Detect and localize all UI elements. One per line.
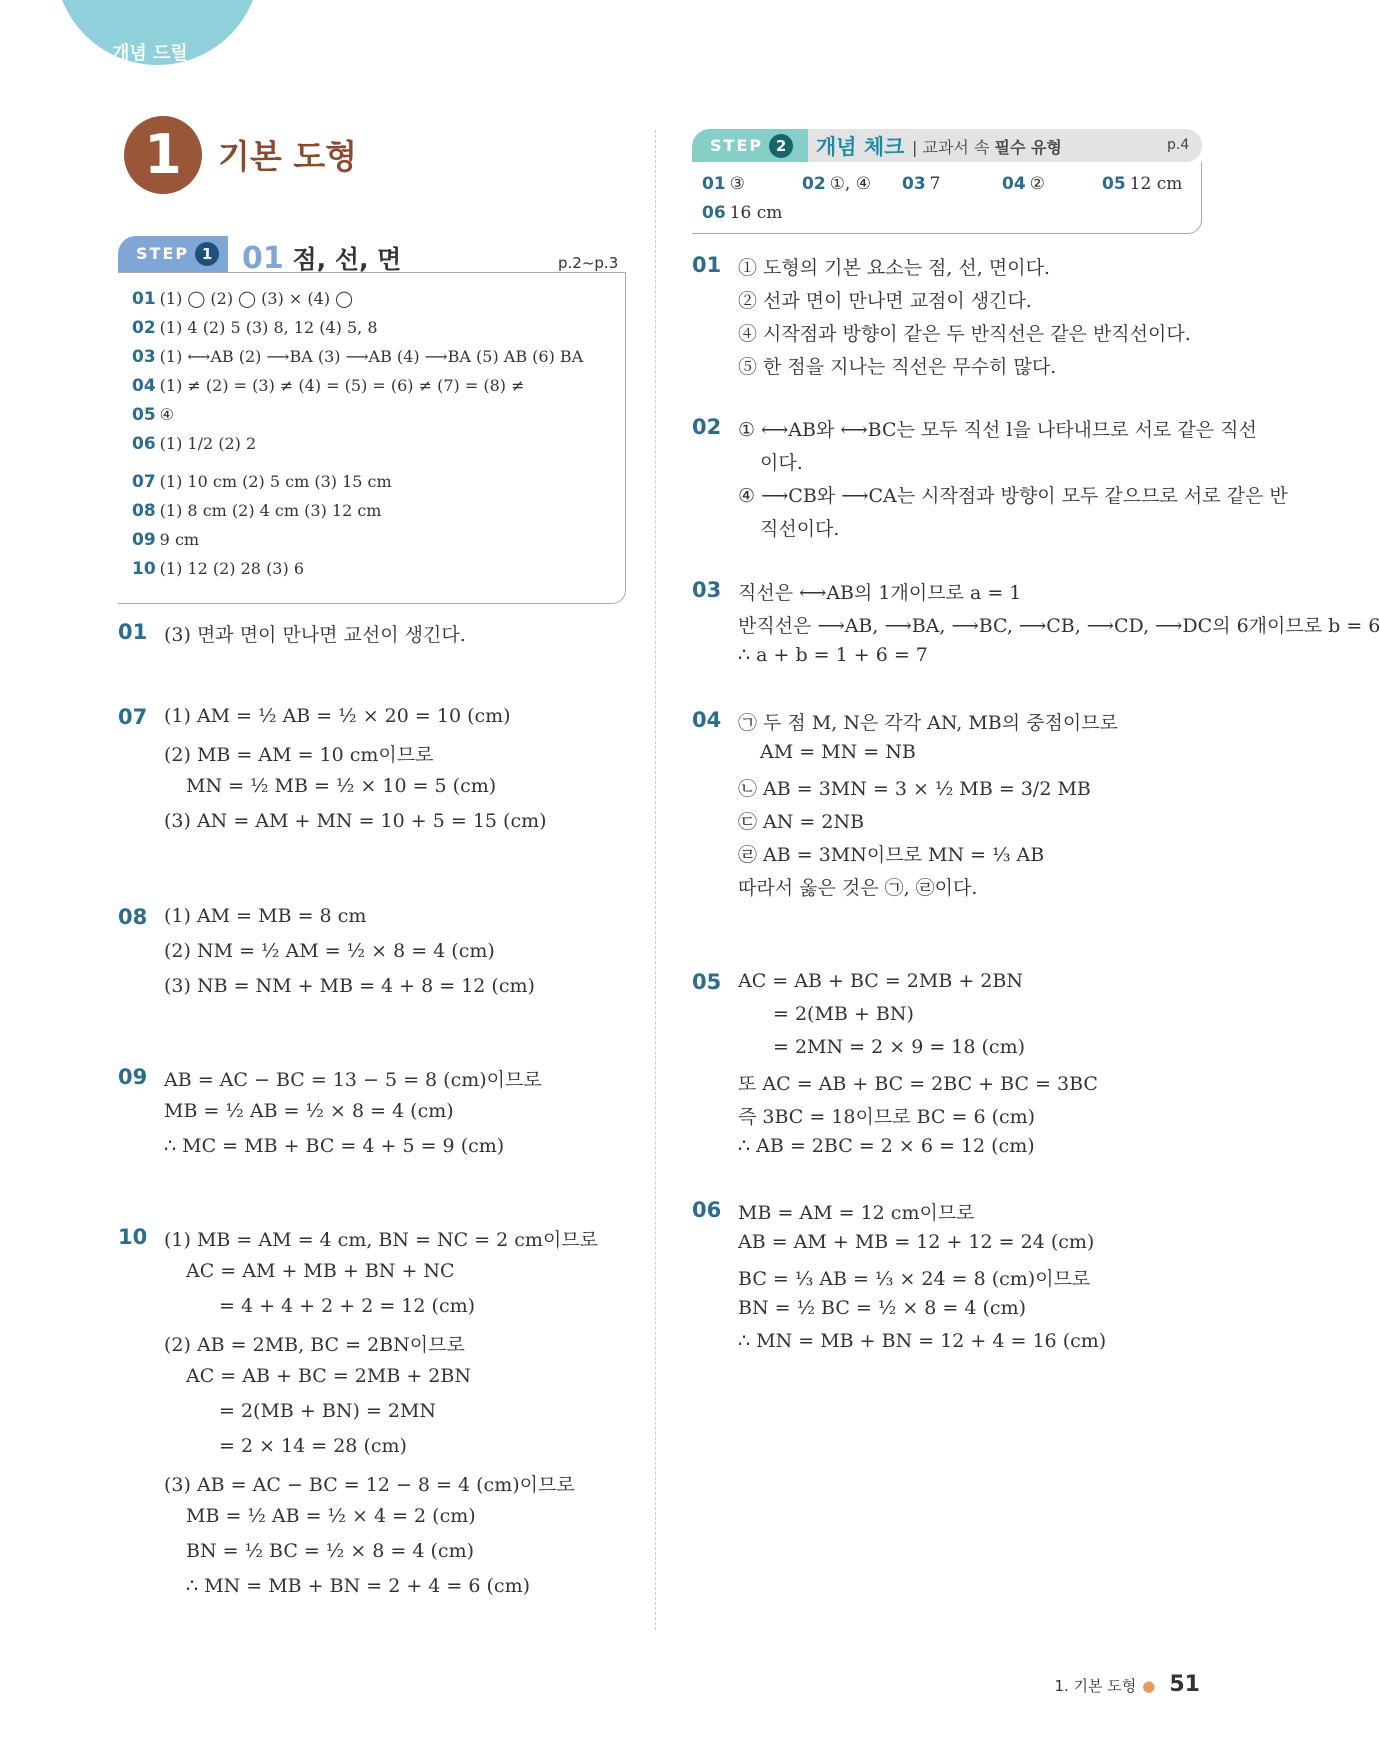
step1-answer-list [132, 284, 583, 583]
solution-line: ㉡ AB = 3MN = 3 × ½ MB = 3/2 MB [738, 778, 1091, 800]
solution-line: = 2MN = 2 × 9 = 18 (cm) [773, 1036, 1026, 1058]
step2-subtitle-a: 교과서 속 [922, 138, 995, 157]
solution-line: ∴ AB = 2BC = 2 × 6 = 12 (cm) [738, 1135, 1035, 1157]
solution-line: AC = AM + MB + BN + NC [186, 1260, 455, 1282]
page-number: 51 [1169, 1672, 1200, 1697]
answer-text: (1) ◯ (2) ◯ (3) × (4) ◯ [159, 289, 354, 308]
answer-text: (1) 4 (2) 5 (3) 8, 12 (4) 5, 8 [159, 318, 378, 337]
answer-text: (1) 12 (2) 28 (3) 6 [159, 559, 304, 578]
answer-text: ④ [159, 405, 175, 424]
answer-text: (1) 10 cm (2) 5 cm (3) 15 cm [159, 472, 392, 491]
solution-line: ∴ a + b = 1 + 6 = 7 [738, 644, 928, 666]
solution-line: (3) NB = NM + MB = 4 + 8 = 12 (cm) [164, 975, 535, 997]
solution-line: MB = ½ AB = ½ × 8 = 4 (cm) [164, 1100, 454, 1122]
solution-line: MB = ½ AB = ½ × 4 = 2 (cm) [186, 1505, 476, 1527]
solution-line: AB = AC − BC = 13 − 5 = 8 (cm)이므로 [164, 1069, 542, 1091]
solution-line: AC = AB + BC = 2MB + 2BN [186, 1365, 471, 1387]
solution-line: ④ 시작점과 방향이 같은 두 반직선은 같은 반직선이다. [738, 323, 1191, 345]
solution-line: BN = ½ BC = ½ × 8 = 4 (cm) [186, 1540, 475, 1562]
problem-number: 02 [692, 415, 722, 439]
solution-line: AC = AB + BC = 2MB + 2BN [738, 970, 1023, 992]
answer-text: (1) 1/2 (2) 2 [159, 434, 257, 453]
solution-line: (3) AB = AC − BC = 12 − 8 = 4 (cm)이므로 [164, 1474, 575, 1496]
answer-number: 02 [132, 318, 156, 338]
solution-line: 따라서 옳은 것은 ㉠, ㉣이다. [738, 877, 978, 899]
answer-number: 01 [132, 289, 156, 309]
solution-line: = 2 × 14 = 28 (cm) [219, 1435, 407, 1457]
problem-number: 01 [692, 253, 722, 277]
answer-row [132, 525, 583, 554]
problem-number: 01 [118, 620, 148, 644]
section-tag: 개념 드릴 [112, 43, 188, 64]
step2-label: STEP [710, 136, 764, 155]
solution-line: BN = ½ BC = ½ × 8 = 4 (cm) [738, 1297, 1027, 1319]
answer-text: 7 [929, 174, 941, 194]
answer-cell [702, 199, 782, 228]
problem-number: 10 [118, 1225, 148, 1249]
answer-number: 09 [132, 530, 156, 550]
solution-line: ⑤ 한 점을 지나는 직선은 무수히 많다. [738, 356, 1057, 378]
solution-line: AM = MN = NB [760, 741, 916, 763]
solution-line: BC = ⅓ AB = ⅓ × 24 = 8 (cm)이므로 [738, 1268, 1091, 1290]
solution-line: (1) AM = ½ AB = ½ × 20 = 10 (cm) [164, 705, 511, 727]
answer-number: 04 [1002, 174, 1026, 194]
step1-badge [118, 236, 228, 272]
solution-line: ∴ MC = MB + BC = 4 + 5 = 9 (cm) [164, 1135, 505, 1157]
answer-text: (1) ⟷AB (2) ⟶BA (3) ⟶AB (4) ⟶BA (5) AB (6) BA [159, 347, 584, 366]
problem-number: 03 [692, 578, 722, 602]
answer-row [132, 313, 583, 342]
solution-line: 즉 3BC = 18이므로 BC = 6 (cm) [738, 1106, 1036, 1128]
answer-number: 05 [1102, 174, 1126, 194]
solution-line: = 2(MB + BN) [773, 1003, 914, 1025]
answer-number: 06 [132, 434, 156, 454]
solution-line: ㉠ 두 점 M, N은 각각 AN, MB의 중점이므로 [738, 712, 1118, 734]
solution-line: = 4 + 4 + 2 + 2 = 12 (cm) [219, 1295, 476, 1317]
step1-title [242, 240, 401, 276]
solution-line: AB = AM + MB = 12 + 12 = 24 (cm) [738, 1231, 1095, 1253]
solution-line: ① 도형의 기본 요소는 점, 선, 면이다. [738, 257, 1050, 279]
solution-line: 또 AC = AB + BC = 2BC + BC = 3BC [738, 1073, 1098, 1095]
step1-title-number: 01 [242, 241, 284, 276]
solution-line: (2) AB = 2MB, BC = 2BN이므로 [164, 1334, 465, 1356]
problem-number: 07 [118, 705, 148, 729]
chapter-title: 기본 도형 [218, 137, 358, 176]
answer-row [132, 467, 583, 496]
solution-line: MN = ½ MB = ½ × 10 = 5 (cm) [186, 775, 497, 797]
solution-line: MB = AM = 12 cm이므로 [738, 1202, 975, 1224]
answer-text: (1) 8 cm (2) 4 cm (3) 12 cm [159, 501, 382, 520]
step2-page-ref: p.4 [1167, 137, 1190, 153]
answer-row [132, 342, 583, 371]
step1-label: STEP [136, 244, 190, 263]
footer-chapter: 1. 기본 도형 [1054, 1677, 1137, 1695]
answer-text: 9 cm [159, 530, 200, 549]
answer-number: 04 [132, 376, 156, 396]
answer-cell [1102, 170, 1182, 199]
solution-line: (2) NM = ½ AM = ½ × 8 = 4 (cm) [164, 940, 495, 962]
answer-cell [902, 170, 941, 199]
answer-row [132, 284, 583, 313]
problem-number: 08 [118, 905, 148, 929]
footer-dot-icon: ● [1142, 1677, 1156, 1695]
solution-line: ∴ MN = MB + BN = 12 + 4 = 16 (cm) [738, 1330, 1107, 1352]
solution-line: ① ⟷AB와 ⟷BC는 모두 직선 l을 나타내므로 서로 같은 직선 [738, 419, 1257, 441]
problem-number: 04 [692, 708, 722, 732]
answer-text: 16 cm [729, 203, 783, 223]
answer-text: ①, ④ [829, 174, 871, 194]
answer-row [132, 400, 583, 429]
chapter-number: 1 [124, 116, 202, 194]
solution-line: 직선이다. [760, 518, 840, 540]
solution-line: (1) AM = MB = 8 cm [164, 905, 367, 927]
answer-text: 12 cm [1129, 174, 1183, 194]
problem-number: 09 [118, 1065, 148, 1089]
problem-number: 05 [692, 970, 722, 994]
answer-row [132, 429, 583, 467]
step1-title-text: 점, 선, 면 [292, 245, 402, 274]
answer-text: ③ [729, 174, 745, 194]
step2-subtitle: | 교과서 속 필수 유형 [912, 138, 1062, 157]
page-footer [1054, 1672, 1200, 1697]
step2-badge [692, 129, 808, 162]
answer-number: 08 [132, 501, 156, 521]
problem-number: 06 [692, 1198, 722, 1222]
solution-line: (1) MB = AM = 4 cm, BN = NC = 2 cm이므로 [164, 1229, 599, 1251]
answer-cell [802, 170, 871, 199]
solution-line: (3) 면과 면이 만나면 교선이 생긴다. [164, 624, 466, 646]
solution-line: ④ ⟶CB와 ⟶CA는 시작점과 방향이 모두 같으므로 서로 같은 반 [738, 485, 1288, 507]
answer-text: (1) ≠ (2) = (3) ≠ (4) = (5) = (6) ≠ (7) = (8) ≠ [159, 376, 525, 395]
step2-subtitle-b: 필수 유형 [994, 138, 1062, 157]
answer-number: 02 [802, 174, 826, 194]
answer-number: 01 [702, 174, 726, 194]
answer-number: 10 [132, 559, 156, 579]
answer-text: ② [1029, 174, 1045, 194]
solution-line: 직선은 ⟷AB의 1개이므로 a = 1 [738, 582, 1022, 604]
solution-line: 이다. [760, 452, 803, 474]
answer-number: 03 [902, 174, 926, 194]
answer-cell [1002, 170, 1045, 199]
answer-number: 03 [132, 347, 156, 367]
answer-number: 07 [132, 472, 156, 492]
solution-line: (3) AN = AM + MN = 10 + 5 = 15 (cm) [164, 810, 547, 832]
solution-line: ㉢ AN = 2NB [738, 811, 865, 833]
answer-row [132, 554, 583, 583]
solution-line: = 2(MB + BN) = 2MN [219, 1400, 437, 1422]
answer-row [132, 371, 583, 400]
solution-line: ㉣ AB = 3MN이므로 MN = ⅓ AB [738, 844, 1045, 866]
step2-number: 2 [769, 134, 793, 158]
step2-title: 개념 체크 [816, 135, 905, 159]
column-divider [655, 130, 656, 1630]
answer-row [132, 496, 583, 525]
answer-number: 06 [702, 203, 726, 223]
solution-line: ② 선과 면이 만나면 교점이 생긴다. [738, 290, 1032, 312]
solution-line: 반직선은 ⟶AB, ⟶BA, ⟶BC, ⟶CB, ⟶CD, ⟶DC의 6개이므로 b = 6 [738, 615, 1380, 637]
solution-line: ∴ MN = MB + BN = 2 + 4 = 6 (cm) [186, 1575, 530, 1597]
solution-line: (2) MB = AM = 10 cm이므로 [164, 744, 434, 766]
step1-number: 1 [195, 242, 219, 266]
step1-page-ref: p.2~p.3 [558, 254, 619, 272]
answer-number: 05 [132, 405, 156, 425]
answer-cell [702, 170, 745, 199]
